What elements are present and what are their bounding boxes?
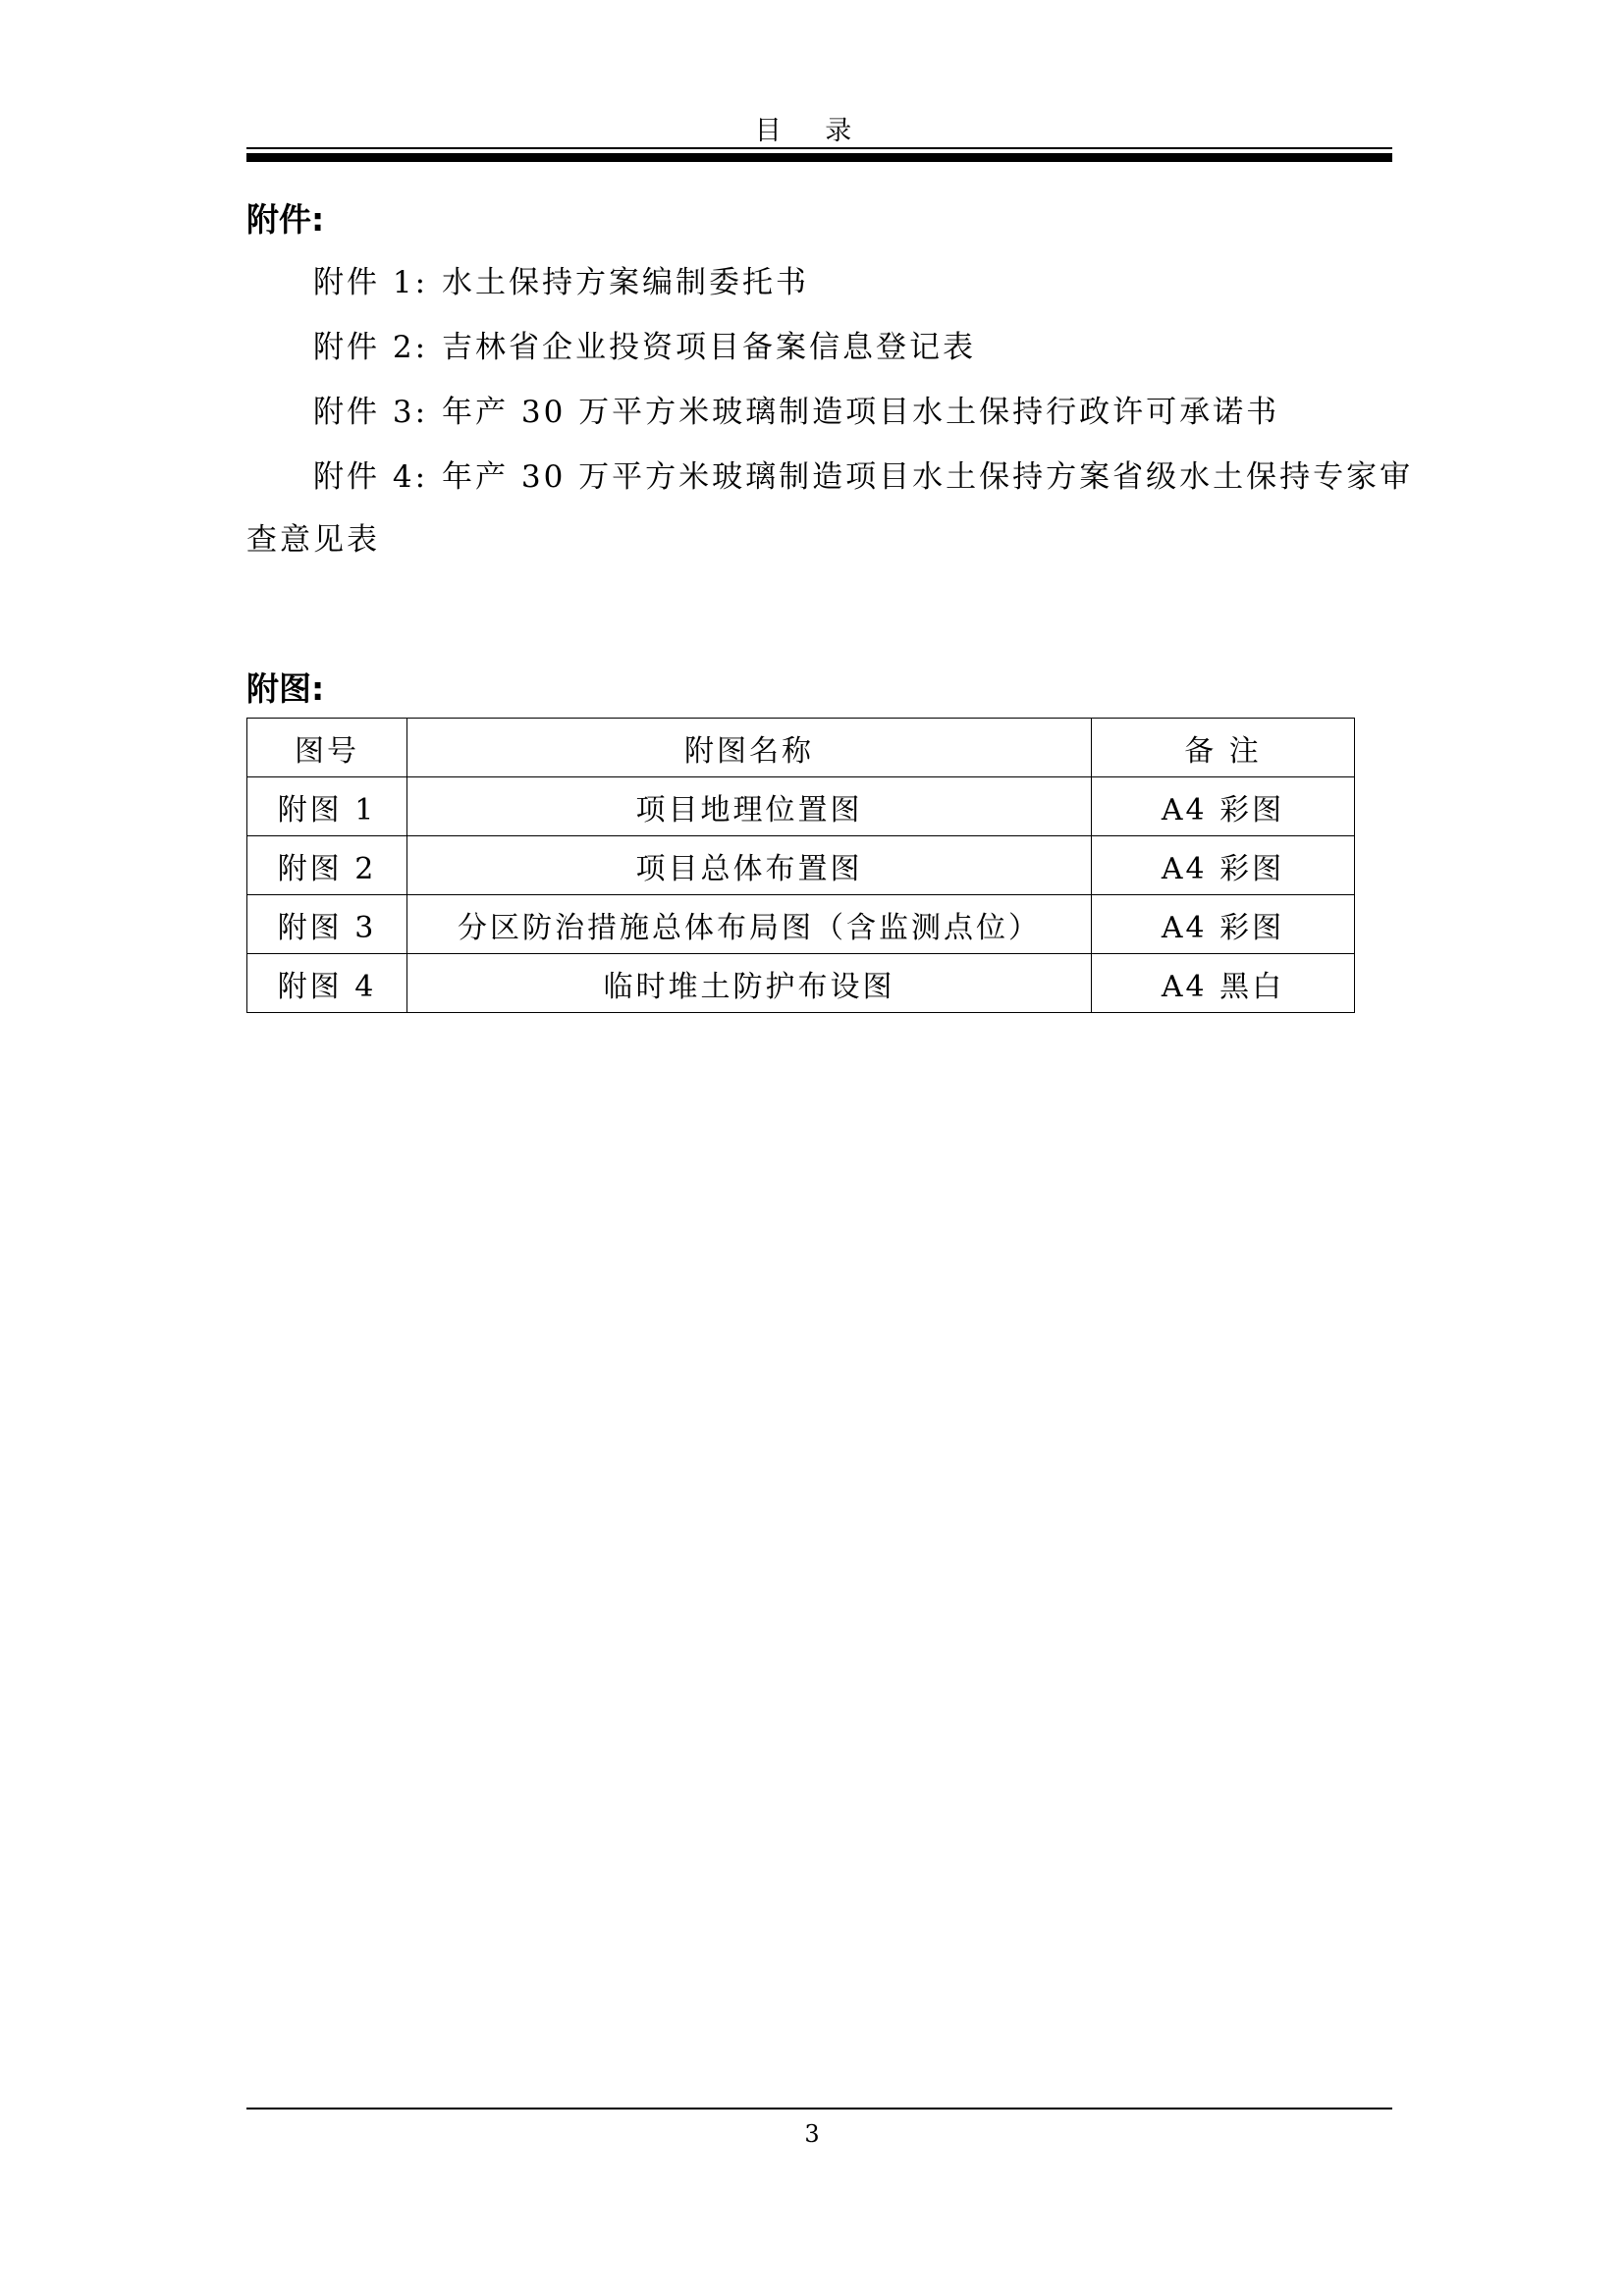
cell-figure-no: 附图 3 xyxy=(247,895,407,954)
cell-figure-name: 分区防治措施总体布局图（含监测点位） xyxy=(407,895,1092,954)
attachment-item xyxy=(246,457,1414,497)
cell-figure-name: 临时堆土防护布设图 xyxy=(407,954,1092,1013)
cell-remarks: A4 彩图 xyxy=(1092,895,1355,954)
attachment-label: 附件 1: xyxy=(313,265,429,300)
attachments-heading: 附件: xyxy=(246,200,325,239)
column-header-figure-name: 附图名称 xyxy=(407,719,1092,777)
cell-remarks: A4 彩图 xyxy=(1092,777,1355,836)
table-row xyxy=(247,895,1355,954)
cell-remarks: A4 彩图 xyxy=(1092,836,1355,895)
attachment-text: 水土保持方案编制委托书 xyxy=(442,265,810,300)
attachment-item xyxy=(246,263,1392,302)
cell-figure-no: 附图 1 xyxy=(247,777,407,836)
page-header-title: 目 录 xyxy=(754,116,870,146)
header-rule-thick xyxy=(246,153,1392,162)
attachment-continuation: 查意见表 xyxy=(246,522,380,558)
cell-remarks: A4 黑白 xyxy=(1092,954,1355,1013)
table-header-row xyxy=(247,719,1355,777)
page-number: 3 xyxy=(804,2120,820,2148)
footer-rule xyxy=(246,2108,1392,2109)
attachment-text: 年产 30 万平方米玻璃制造项目水土保持方案省级水土保持专家审 xyxy=(442,459,1414,495)
header-rule-thin xyxy=(246,147,1392,149)
attachment-text: 吉林省企业投资项目备案信息登记表 xyxy=(442,330,977,365)
table-row xyxy=(247,836,1355,895)
attachment-item xyxy=(246,393,1392,432)
attachment-label: 附件 4: xyxy=(313,459,429,495)
cell-figure-no: 附图 4 xyxy=(247,954,407,1013)
cell-figure-name: 项目总体布置图 xyxy=(407,836,1092,895)
attachment-label: 附件 2: xyxy=(313,330,429,365)
cell-figure-name: 项目地理位置图 xyxy=(407,777,1092,836)
table-row xyxy=(247,954,1355,1013)
attachment-text: 年产 30 万平方米玻璃制造项目水土保持行政许可承诺书 xyxy=(442,395,1280,430)
column-header-figure-no: 图号 xyxy=(247,719,407,777)
cell-figure-no: 附图 2 xyxy=(247,836,407,895)
table-row xyxy=(247,777,1355,836)
attachment-label: 附件 3: xyxy=(313,395,429,430)
figures-heading: 附图: xyxy=(246,669,325,708)
column-header-remarks: 备 注 xyxy=(1092,719,1355,777)
figures-table xyxy=(246,718,1355,1013)
attachment-item xyxy=(246,328,1392,367)
